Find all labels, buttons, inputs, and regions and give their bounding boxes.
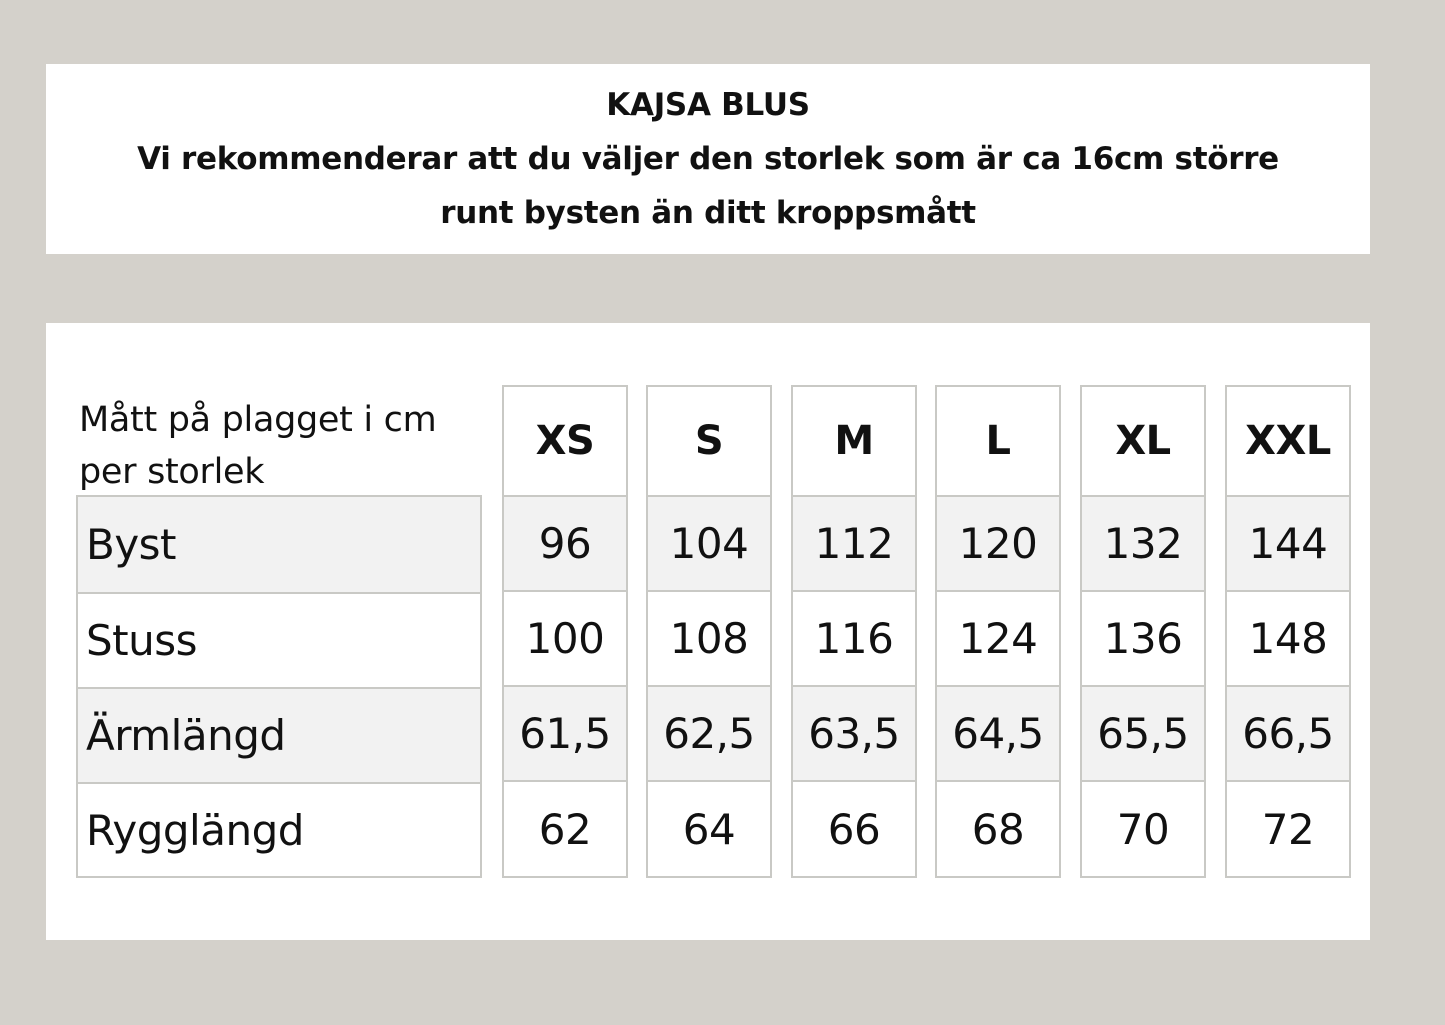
value-byst-xs: 96 — [538, 519, 592, 568]
table-cell — [504, 780, 626, 876]
table-cell — [648, 495, 770, 590]
value-byst-xxl: 144 — [1248, 519, 1328, 568]
value-armlangd-xl: 65,5 — [1097, 709, 1189, 758]
product-title: KAJSA BLUS — [606, 87, 810, 123]
size-header-cell — [648, 387, 770, 495]
size-header-xl: XL — [1115, 418, 1171, 464]
size-header-cell — [937, 387, 1059, 495]
size-column-l — [935, 385, 1061, 878]
table-cell — [1082, 495, 1204, 590]
table-cell — [648, 780, 770, 876]
size-recommendation-line-2: runt bysten än ditt kroppsmått — [440, 195, 976, 231]
table-cell — [1082, 590, 1204, 685]
value-armlangd-m: 63,5 — [808, 709, 900, 758]
size-column-xl — [1080, 385, 1206, 878]
value-byst-xl: 132 — [1103, 519, 1183, 568]
size-column-s — [646, 385, 772, 878]
table-cell — [504, 685, 626, 780]
size-header-xxl: XXL — [1245, 418, 1331, 464]
table-cell — [793, 685, 915, 780]
value-byst-s: 104 — [669, 519, 749, 568]
table-cell — [648, 590, 770, 685]
value-rygglangd-l: 68 — [971, 804, 1025, 854]
row-label-armlangd: Ärmlängd — [86, 711, 286, 760]
table-cell — [1082, 685, 1204, 780]
value-stuss-m: 116 — [814, 614, 894, 663]
size-column-xxl — [1225, 385, 1351, 878]
value-armlangd-s: 62,5 — [663, 709, 755, 758]
row-label-byst: Byst — [86, 520, 177, 569]
table-cell — [937, 685, 1059, 780]
size-header-m: M — [834, 418, 874, 464]
row-label-cell-stuss — [78, 592, 480, 687]
value-stuss-l: 124 — [958, 614, 1038, 663]
table-cell — [793, 780, 915, 876]
size-header-l: L — [985, 418, 1011, 464]
value-rygglangd-xl: 70 — [1116, 804, 1170, 854]
table-cell — [937, 780, 1059, 876]
size-column-m — [791, 385, 917, 878]
size-header-s: S — [694, 418, 724, 464]
size-header-xs: XS — [535, 418, 595, 464]
row-labels-column — [76, 495, 482, 878]
row-label-cell-byst — [78, 497, 480, 592]
table-cell — [504, 590, 626, 685]
table-cell — [1227, 590, 1349, 685]
value-armlangd-xs: 61,5 — [519, 709, 611, 758]
size-header-cell — [1227, 387, 1349, 495]
table-cell — [504, 495, 626, 590]
size-header-cell — [793, 387, 915, 495]
row-label-cell-rygglangd — [78, 782, 480, 876]
table-cell — [937, 495, 1059, 590]
value-stuss-xl: 136 — [1103, 614, 1183, 663]
row-label-rygglangd: Rygglängd — [86, 805, 304, 855]
size-column-xs — [502, 385, 628, 878]
value-rygglangd-xxl: 72 — [1261, 804, 1315, 854]
value-armlangd-l: 64,5 — [952, 709, 1044, 758]
header-panel — [46, 64, 1370, 254]
size-recommendation-line-1: Vi rekommenderar att du väljer den storlek som är ca 16cm större — [137, 141, 1279, 177]
value-byst-m: 112 — [814, 519, 894, 568]
value-rygglangd-m: 66 — [827, 804, 881, 854]
value-stuss-xs: 100 — [525, 614, 605, 663]
row-label-cell-armlangd — [78, 687, 480, 782]
size-header-cell — [1082, 387, 1204, 495]
table-caption-line-1: Mått på plagget i cm — [79, 400, 437, 440]
table-cell — [793, 590, 915, 685]
table-cell — [937, 590, 1059, 685]
table-cell — [1227, 685, 1349, 780]
table-cell — [1227, 495, 1349, 590]
table-cell — [1082, 780, 1204, 876]
value-byst-l: 120 — [958, 519, 1038, 568]
size-header-cell — [504, 387, 626, 495]
table-caption — [79, 394, 436, 498]
table-cell — [793, 495, 915, 590]
value-rygglangd-xs: 62 — [538, 804, 592, 854]
value-stuss-s: 108 — [669, 614, 749, 663]
value-stuss-xxl: 148 — [1248, 614, 1328, 663]
table-caption-line-2: per storlek — [79, 452, 265, 492]
table-cell — [1227, 780, 1349, 876]
table-cell — [648, 685, 770, 780]
value-rygglangd-s: 64 — [682, 804, 736, 854]
value-armlangd-xxl: 66,5 — [1242, 709, 1334, 758]
row-label-stuss: Stuss — [86, 616, 198, 665]
